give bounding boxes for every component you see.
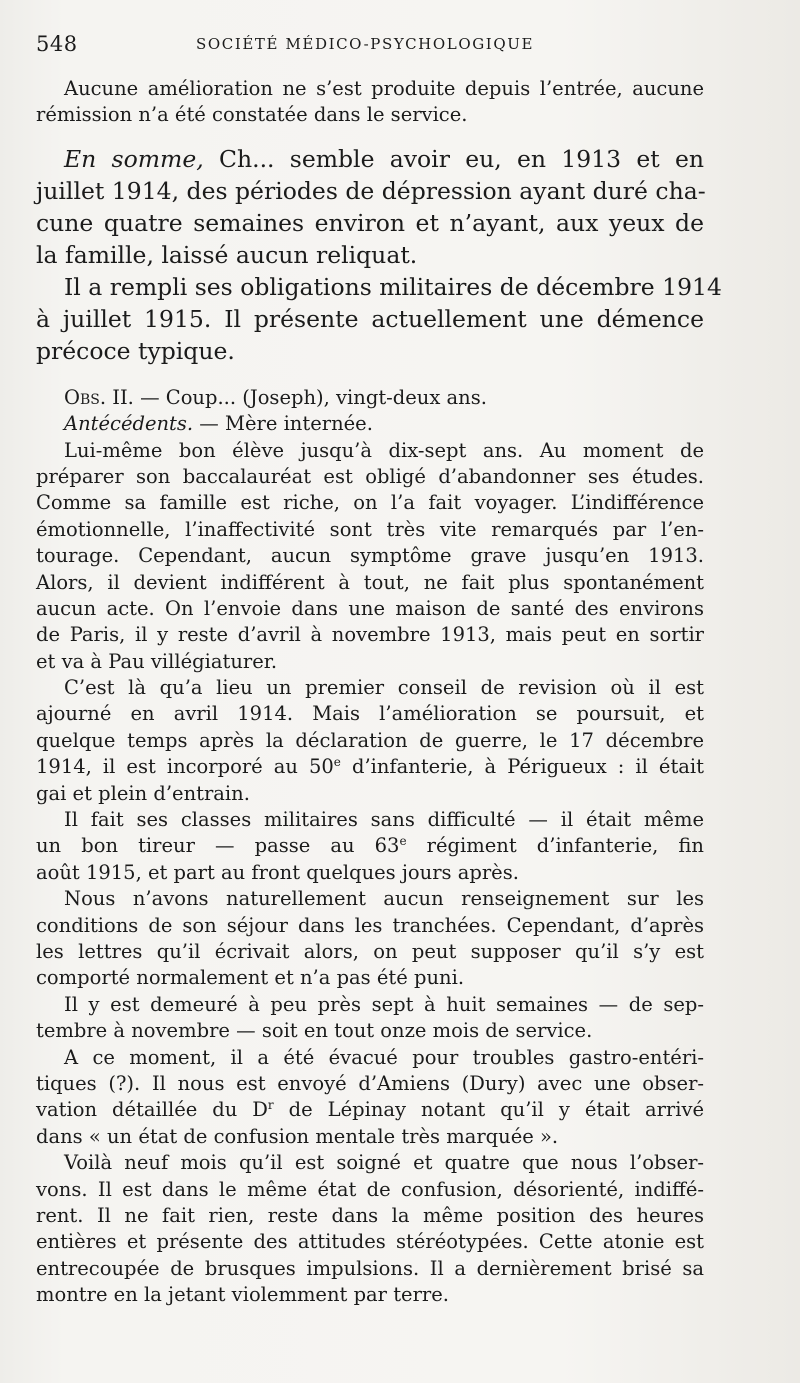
text-span: Ch... semble avoir eu, en 1913 et en	[203, 144, 704, 173]
text-line: juillet 1914, des périodes de dépression ayant duré cha-	[36, 176, 706, 205]
text-line: Aucune amélioration ne s’est produite depuis l’entrée, aucune	[64, 77, 704, 100]
text-line: tourage. Cependant, aucun symptôme grave jusqu’en 1913.	[36, 544, 704, 568]
text-span: régiment d’infanterie, fin	[406, 834, 704, 858]
text-line: Voilà neuf mois qu’il est soigné et quatre que nous l’obser-	[64, 1151, 704, 1175]
text-line: Alors, il devient indifférent à tout, ne fait plus spontanément	[36, 570, 704, 594]
text-span: un bon tireur — passe au 63	[36, 834, 400, 858]
text-line: rémission n’a été constatée dans le service.	[36, 103, 468, 127]
text-line: gai et plein d’entrain.	[36, 781, 250, 805]
running-head: SOCIÉTÉ MÉDICO-PSYCHOLOGIQUE	[196, 35, 535, 53]
text-line: tembre à novembre — soit en tout onze mois de service.	[36, 1019, 593, 1043]
text-span: de Lépinay notant qu’il y était arrivé	[273, 1098, 705, 1122]
text-line: ajourné en avril 1914. Mais l’amélioration se poursuit, et	[36, 702, 704, 726]
text-line: août 1915, et part au front quelques jours après.	[36, 860, 519, 884]
text-line	[36, 1097, 704, 1123]
text-line: entières et présente des attitudes stéréotypées. Cette atonie est	[36, 1230, 704, 1254]
observation-label: Obs. II.	[64, 385, 134, 409]
text-line: montre en la jetant violemment par terre.	[36, 1283, 449, 1307]
text-line: entrecoupée de brusques impulsions. Il a dernièrement brisé sa	[36, 1256, 704, 1280]
text-line	[36, 143, 704, 175]
text-line: la famille, laissé aucun reliquat.	[36, 240, 418, 269]
text-line: comporté normalement et n’a pas été puni.	[36, 966, 465, 990]
antecedents-label: Antécédents.	[64, 412, 194, 436]
paragraph-remission	[36, 76, 704, 129]
text-line: dans « un état de confusion mentale très marquée ».	[36, 1124, 559, 1148]
ordinal-superscript: e	[333, 755, 341, 770]
text-line: rent. Il ne fait rien, reste dans la même position des heures	[36, 1203, 704, 1227]
text-line: préparer son baccalauréat est obligé d’abandonner ses études.	[36, 464, 704, 488]
text-line: cune quatre semaines environ et n’ayant, aux yeux de	[36, 208, 704, 237]
text-line: précoce typique.	[36, 336, 235, 365]
page-header	[36, 32, 726, 62]
conclusion-block	[36, 143, 722, 367]
text-line: et va à Pau villégiaturer.	[36, 649, 278, 673]
observation-heading	[36, 385, 704, 411]
text-line: Il fait ses classes militaires sans difficulté — il était même	[64, 808, 704, 832]
text-span: d’infanterie, à Périgueux : il était	[340, 755, 704, 779]
text-line	[36, 833, 704, 859]
text-span: vation détaillée du D	[36, 1098, 268, 1122]
text-line	[36, 754, 704, 780]
text-line: aucun acte. On l’envoie dans une maison de santé des environs	[36, 596, 704, 620]
text-line: les lettres qu’il écrivait alors, on peut supposer qu’il s’y est	[36, 939, 704, 963]
text-line: A ce moment, il a été évacué pour troubles gastro-entéri-	[64, 1045, 704, 1069]
page-number: 548	[36, 32, 78, 56]
text-line: Nous n’avons naturellement aucun renseignement sur les	[64, 887, 704, 911]
ordinal-superscript: e	[399, 834, 407, 849]
text-span: 1914, il est incorporé au 50	[36, 755, 334, 779]
text-line: quelque temps après la déclaration de guerre, le 17 décembre	[36, 728, 704, 752]
italic-lead: En somme,	[64, 144, 204, 173]
text-span: — Mère internée.	[193, 412, 373, 436]
text-line: à juillet 1915. Il présente actuellement une démence	[36, 304, 704, 333]
body-text	[36, 76, 722, 1308]
text-line: C’est là qu’a lieu un premier conseil de revision où il est	[64, 676, 704, 700]
text-line: de Paris, il y reste d’avril à novembre 1913, mais peut en sortir	[36, 623, 704, 647]
text-line: conditions de son séjour dans les tranchées. Cependant, d’après	[36, 913, 704, 937]
antecedents-line	[36, 411, 704, 437]
title-superscript: r	[267, 1098, 274, 1113]
text-line: vons. Il est dans le même état de confusion, désorienté, indiffé-	[36, 1177, 704, 1201]
text-line: Il a rempli ses obligations militaires de décembre 1914	[64, 272, 722, 301]
text-line: Comme sa famille est riche, on l’a fait voyager. L’indifférence	[36, 491, 704, 515]
text-span: — Coup... (Joseph), vingt-deux ans.	[133, 385, 487, 409]
text-line: Il y est demeuré à peu près sept à huit semaines — de sep-	[64, 992, 704, 1016]
observation-2	[36, 385, 704, 1309]
text-line: émotionnelle, l’inaffectivité sont très vite remarqués par l’en-	[36, 517, 704, 541]
text-line: tiques (?). Il nous est envoyé d’Amiens (Dury) avec une obser-	[36, 1071, 704, 1095]
text-line: Lui-même bon élève jusqu’à dix-sept ans. Au moment de	[64, 438, 704, 462]
